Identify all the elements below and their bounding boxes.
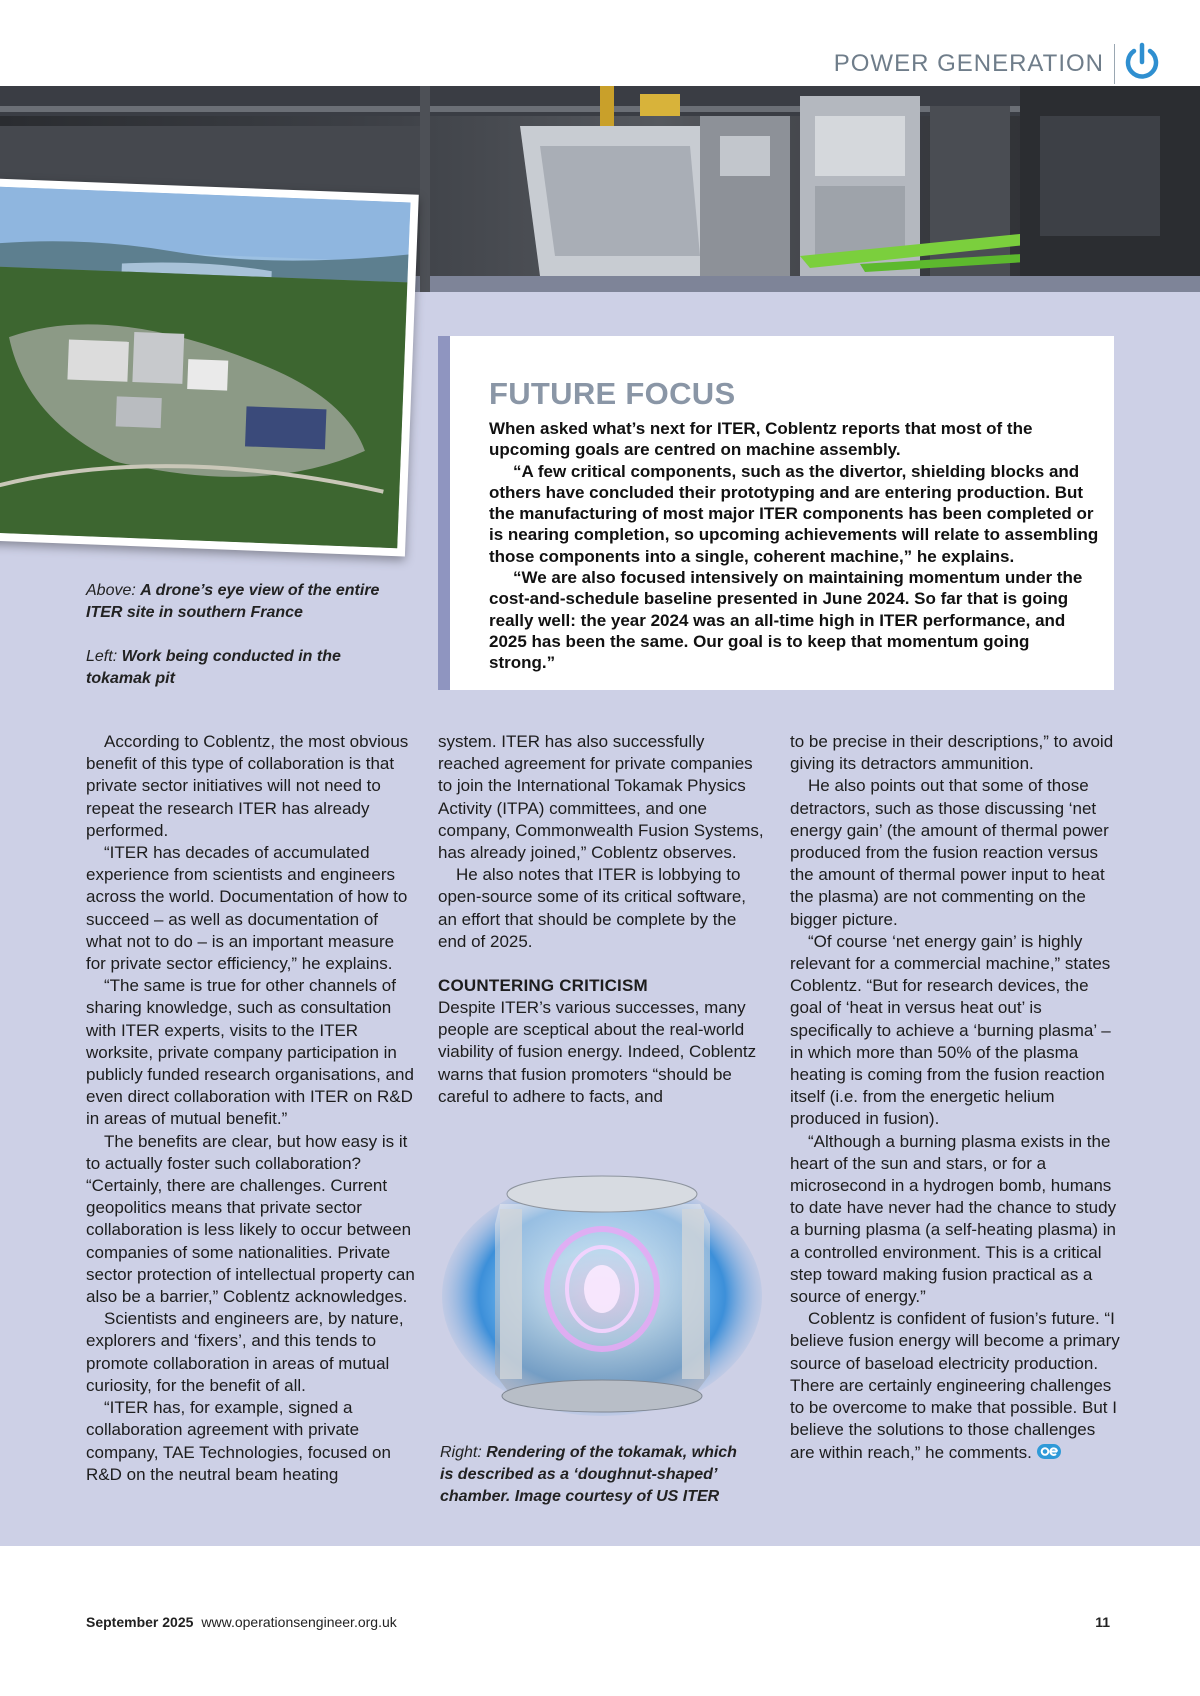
oe-logo-icon	[1037, 1444, 1061, 1459]
article-paragraph: He also points out that some of those detractors, such as those discussing ‘net energy gain’ (the amount of thermal power produced from the fusion reaction versus the amount of thermal power input to heat the plasma) are not commenting on the bigger picture.	[790, 776, 1109, 929]
article-paragraph: “The same is true for other channels of sharing knowledge, such as consultation with ITER experts, visits to the ITER worksite, private company participation in publicly funded research organisations, and even direct collaboration with ITER on R&D in areas of mutual benefit.”	[86, 976, 414, 1129]
feature-paragraph: “We are also focused intensively on maintaining momentum under the cost-and-schedule baseline presented in June 2024. So far that is going really well: the year 2024 was an all-time high in ITER performance, and 2025 has been the same. Our goal is to keep that momentum going strong.”	[489, 568, 1083, 673]
article-paragraph-final	[790, 1308, 1120, 1463]
article-column-3	[790, 731, 1120, 1464]
caption-right-lead: Right:	[440, 1444, 482, 1461]
page-number: 11	[1095, 1614, 1110, 1630]
caption-above-lead: Above:	[86, 582, 136, 599]
section-heading: COUNTERING CRITICISM	[438, 976, 648, 996]
caption-left	[86, 646, 386, 690]
article-column-2	[438, 731, 768, 1108]
article-paragraph: “ITER has, for example, signed a collaboration agreement with private company, TAE Technologies, focused on R&D on the neutral beam heating	[86, 1398, 391, 1484]
article-paragraph: The benefits are clear, but how easy is it to actually foster such collaboration? “Certainly, there are challenges. Current geopolitics means that private sector collaboration is less likely to occur between companies of some nationalities. Private sector protection of intellectual property can also be a barrier,” Coblentz acknowledges.	[86, 1131, 415, 1307]
footer-date: September 2025	[86, 1614, 194, 1630]
feature-paragraph: When asked what’s next for ITER, Coblentz reports that most of the upcoming goals are centred on machine assembly.	[489, 419, 1033, 460]
power-icon	[1122, 42, 1162, 82]
article-paragraph: According to Coblentz, the most obvious benefit of this type of collaboration is that private sector initiatives will not need to repeat the research ITER has already performed.	[86, 732, 409, 840]
feature-box-title: FUTURE FOCUS	[489, 376, 736, 411]
article-paragraph: He also notes that ITER is lobbying to open-source some of its critical software, an effort that should be complete by the end of 2025.	[438, 865, 747, 951]
article-paragraph: Scientists and engineers are, by nature, explorers and ‘fixers’, and this tends to promote collaboration in areas of mutual curiosity, for the benefit of all.	[86, 1309, 404, 1395]
article-column-1	[86, 731, 418, 1486]
section-title: POWER GENERATION	[833, 50, 1104, 77]
caption-left-text: Work being conducted in the tokamak pit	[86, 648, 341, 687]
footer-issue	[86, 1614, 397, 1630]
tokamak-rendering	[440, 1164, 764, 1420]
caption-above-text: A drone’s eye view of the entire ITER site in southern France	[86, 582, 380, 621]
feature-paragraph: “A few critical components, such as the divertor, shielding blocks and others have concluded their prototyping and are entering production. But the manufacturing of most major ITER components has been completed or is nearing completion, so upcoming achievements will relate to assembling those components into a single, coherent machine,” he explains.	[489, 461, 1099, 566]
feature-box-accent-bar	[438, 336, 450, 690]
article-paragraph: “Although a burning plasma exists in the heart of the sun and stars, or for a microsecond in a hydrogen bomb, humans to date have never had the chance to study a burning plasma (a self-heating plasma) in a controlled environment. This is a critical step toward making fusion practical as a source of energy.”	[790, 1131, 1117, 1307]
caption-right-text: Rendering of the tokamak, which is described as a ‘doughnut-shaped’ chamber. Image courtesy of US ITER	[440, 1444, 737, 1505]
aerial-site-photo	[0, 177, 419, 556]
article-paragraph: to be precise in their descriptions,” to avoid giving its detractors ammunition.	[790, 732, 1114, 774]
article-paragraph: “Of course ‘net energy gain’ is highly relevant for a commercial machine,” states Coblentz. “But for research devices, the goal of ‘heat in versus heat out’ is specifically to achieve a ‘burning plasma’ – in which more than 50% of the plasma heating is coming from the fusion reaction itself (i.e. from the energetic helium produced in fusion).	[790, 931, 1111, 1129]
caption-left-lead: Left:	[86, 648, 118, 665]
final-paragraph-text: Coblentz is confident of fusion’s future. “I believe fusion energy will become a primary source of baseload electricity production. There are certainly engineering challenges to be overcome to make that possible. But I believe the solutions to those challenges are within reach,” he comments.	[790, 1309, 1120, 1462]
feature-box-text	[489, 418, 1099, 674]
article-paragraph: “ITER has decades of accumulated experience from scientists and engineers across the world. Documentation of how to succeed – as well as documentation of what not to do – is an important measure for private sector efficiency,” he explains.	[86, 843, 408, 974]
caption-above	[86, 580, 386, 624]
caption-right	[440, 1442, 750, 1508]
title-divider	[1114, 44, 1115, 84]
article-paragraph: Despite ITER’s various successes, many people are sceptical about the real-world viability of fusion energy. Indeed, Coblentz warns that fusion promoters “should be careful to adhere to facts, and	[438, 998, 757, 1106]
article-paragraph: system. ITER has also successfully reached agreement for private companies to join the International Tokamak Physics Activity (ITPA) committees, and one company, Commonwealth Fusion Systems, has already joined,” Coblentz observes.	[438, 732, 764, 863]
footer-url[interactable]: www.operationsengineer.org.uk	[201, 1614, 397, 1630]
